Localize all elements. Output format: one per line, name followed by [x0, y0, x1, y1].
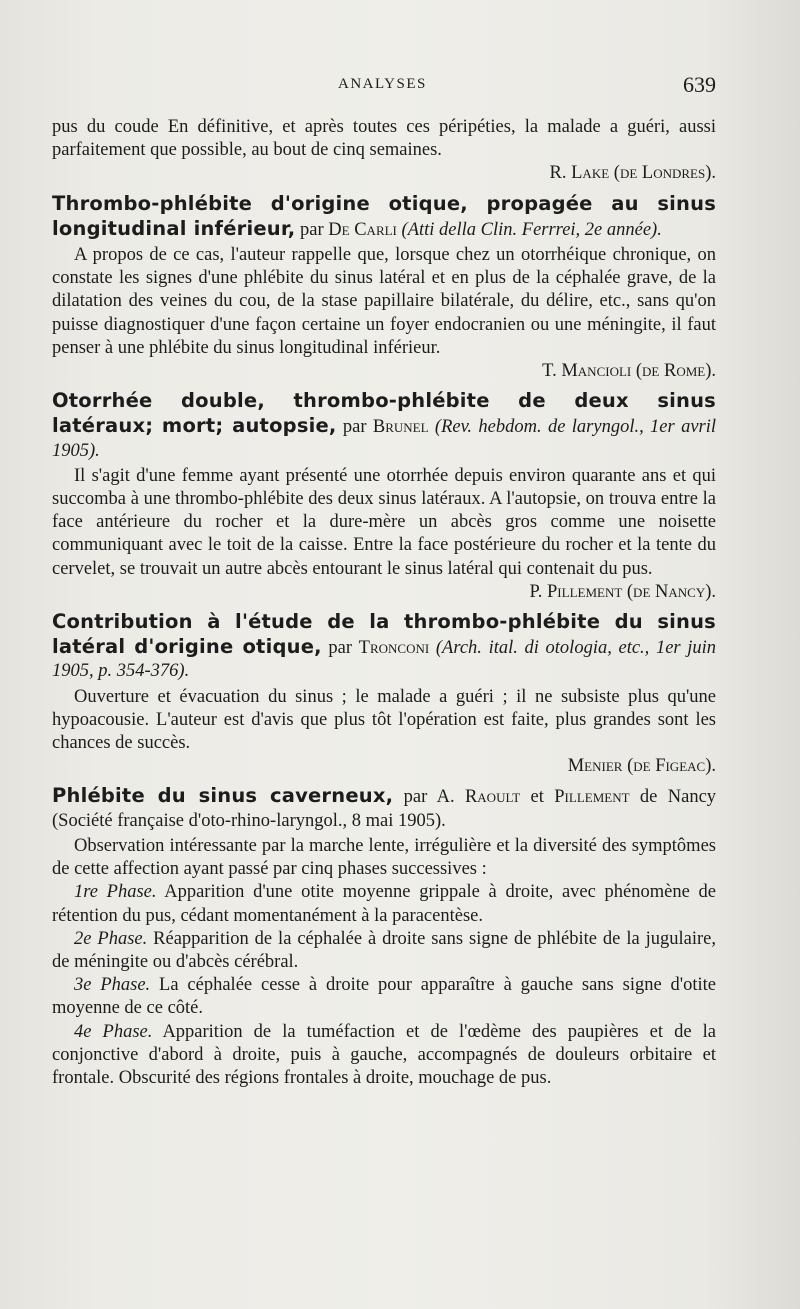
phase-2-text: Réapparition de la céphalée à droite sans signe de phlébite de la jugulaire, de méningite ou d'abcès cérébral. — [52, 928, 716, 972]
article-3-body: Ouverture et évacuation du sinus ; le malade a guéri ; il ne subsiste plus qu'une hypoacousie. L'auteur est d'avis que plus tôt l'opération est faite, plus grandes sont les chances de succès. — [52, 686, 716, 754]
article-4-and: et — [530, 787, 544, 808]
article-4 — [52, 784, 716, 1090]
running-head — [52, 68, 716, 108]
article-3-source: (Arch. ital. di otologia, etc., 1er juin 1905, p. 354-376). — [52, 638, 717, 682]
phase-2-label: 2e Phase. — [74, 928, 148, 949]
phase-3-label: 3e Phase. — [74, 975, 151, 996]
phase-2 — [52, 928, 716, 974]
article-4-source: de Nancy (Société française d'oto-rhino-laryngol., 8 mai 1905). — [52, 787, 717, 831]
article-2-signature: P. Pillement (de Nancy). — [529, 581, 716, 602]
article-2-by: par — [342, 417, 367, 438]
article-1-body: A propos de ce cas, l'auteur rappelle que, lorsque chez un otorrhéique chronique, on constate les signes d'une phlébite du sinus latéral et en plus de la céphalée grave, de la dilatation des veines du cou, de la stase papillaire bilatérale, du délire, etc., sans qu'on puisse diagnostiquer d'une façon certaine un foyer endocranien ou une méningite, il faut penser à une phlébite du sinus longitudinal inférieur. — [52, 245, 716, 358]
phase-4-text: Apparition de la tuméfaction et de l'œdème des paupières et de la conjonctive d'abord à droite, puis à gauche, accompagnés de douleurs orbitaire et frontale. Obscurité des régions frontales à droite, mouchage de pus. — [52, 1021, 716, 1088]
article-3-title: Contribution à l'étude de la thrombo-phlébite du sinus latéral d'origine otique, — [52, 610, 716, 659]
article-1-title: Thrombo-phlébite d'origine otique, propagée au sinus longitudinal inférieur, — [52, 191, 716, 240]
phase-1-label: 1re Phase. — [74, 882, 157, 903]
article-3-heading — [52, 610, 716, 684]
phase-4-label: 4e Phase. — [74, 1021, 153, 1042]
intro-signature: R. Lake (de Londres). — [549, 163, 716, 184]
article-4-author-2: Pillement — [554, 787, 630, 808]
article-1-author: De Carli — [328, 219, 397, 240]
article-4-author: Raoult — [464, 787, 521, 808]
article-2-heading — [52, 389, 716, 463]
intro-continuation — [52, 116, 716, 186]
article-1 — [52, 192, 716, 384]
article-1-heading — [52, 192, 716, 242]
phase-1 — [52, 881, 716, 927]
article-4-body: Observation intéressante par la marche lente, irrégulière et la diversité des symptômes de cette affection ayant passé par cinq phases successives : — [52, 835, 716, 880]
article-2-body: Il s'agit d'une femme ayant présenté une otorrhée depuis environ quarante ans et qui succomba à une thrombo-phlébite des deux sinus latéraux. A l'autopsie, on trouva entre la face antérieure du rocher et la dure-mère un abcès gros comme une noisette communiquant avec le toit de la caisse. Entre la face postérieure du rocher et la tente du cervelet, se trouvait un autre abcès entourant le sinus latéral qui contenait du pus. — [52, 465, 716, 579]
intro-text: pus du coude En définitive, et après toutes ces péripéties, la malade a guéri, aussi parfaitement que possible, au bout de cinq semaines. — [52, 117, 716, 161]
phase-3 — [52, 974, 716, 1020]
article-1-source: (Atti della Clin. Ferrrei, 2e année). — [401, 219, 662, 240]
article-4-heading — [52, 784, 716, 832]
article-1-signature: T. Mancioli (de Rome). — [542, 361, 716, 382]
article-3-author: Tronconi — [358, 638, 430, 659]
running-title: ANALYSES — [338, 76, 427, 92]
article-3-by: par — [328, 638, 353, 659]
article-2-source: (Rev. hebdom. de laryngol., 1er avril 1905). — [52, 417, 717, 461]
article-2 — [52, 389, 716, 604]
article-3 — [52, 610, 716, 778]
article-4-title: Phlébite du sinus caverneux, — [52, 784, 394, 808]
article-4-by: par A. — [403, 787, 455, 808]
phase-3-text: La céphalée cesse à droite pour apparaître à gauche sans signe d'otite moyenne de ce côté. — [52, 975, 716, 1019]
article-3-signature: Menier (de Figeac). — [567, 756, 716, 777]
phase-4 — [52, 1021, 716, 1091]
article-1-by: par — [300, 219, 324, 240]
page-number: 639 — [683, 72, 716, 97]
article-2-author: Brunel — [372, 417, 429, 438]
phase-1-text: Apparition d'une otite moyenne grippale à droite, avec phénomène de rétention du pus, cédant momentanément à la paracentèse. — [52, 882, 717, 926]
article-2-title: Otorrhée double, thrombo-phlébite de deux sinus latéraux; mort; autopsie, — [52, 389, 716, 438]
